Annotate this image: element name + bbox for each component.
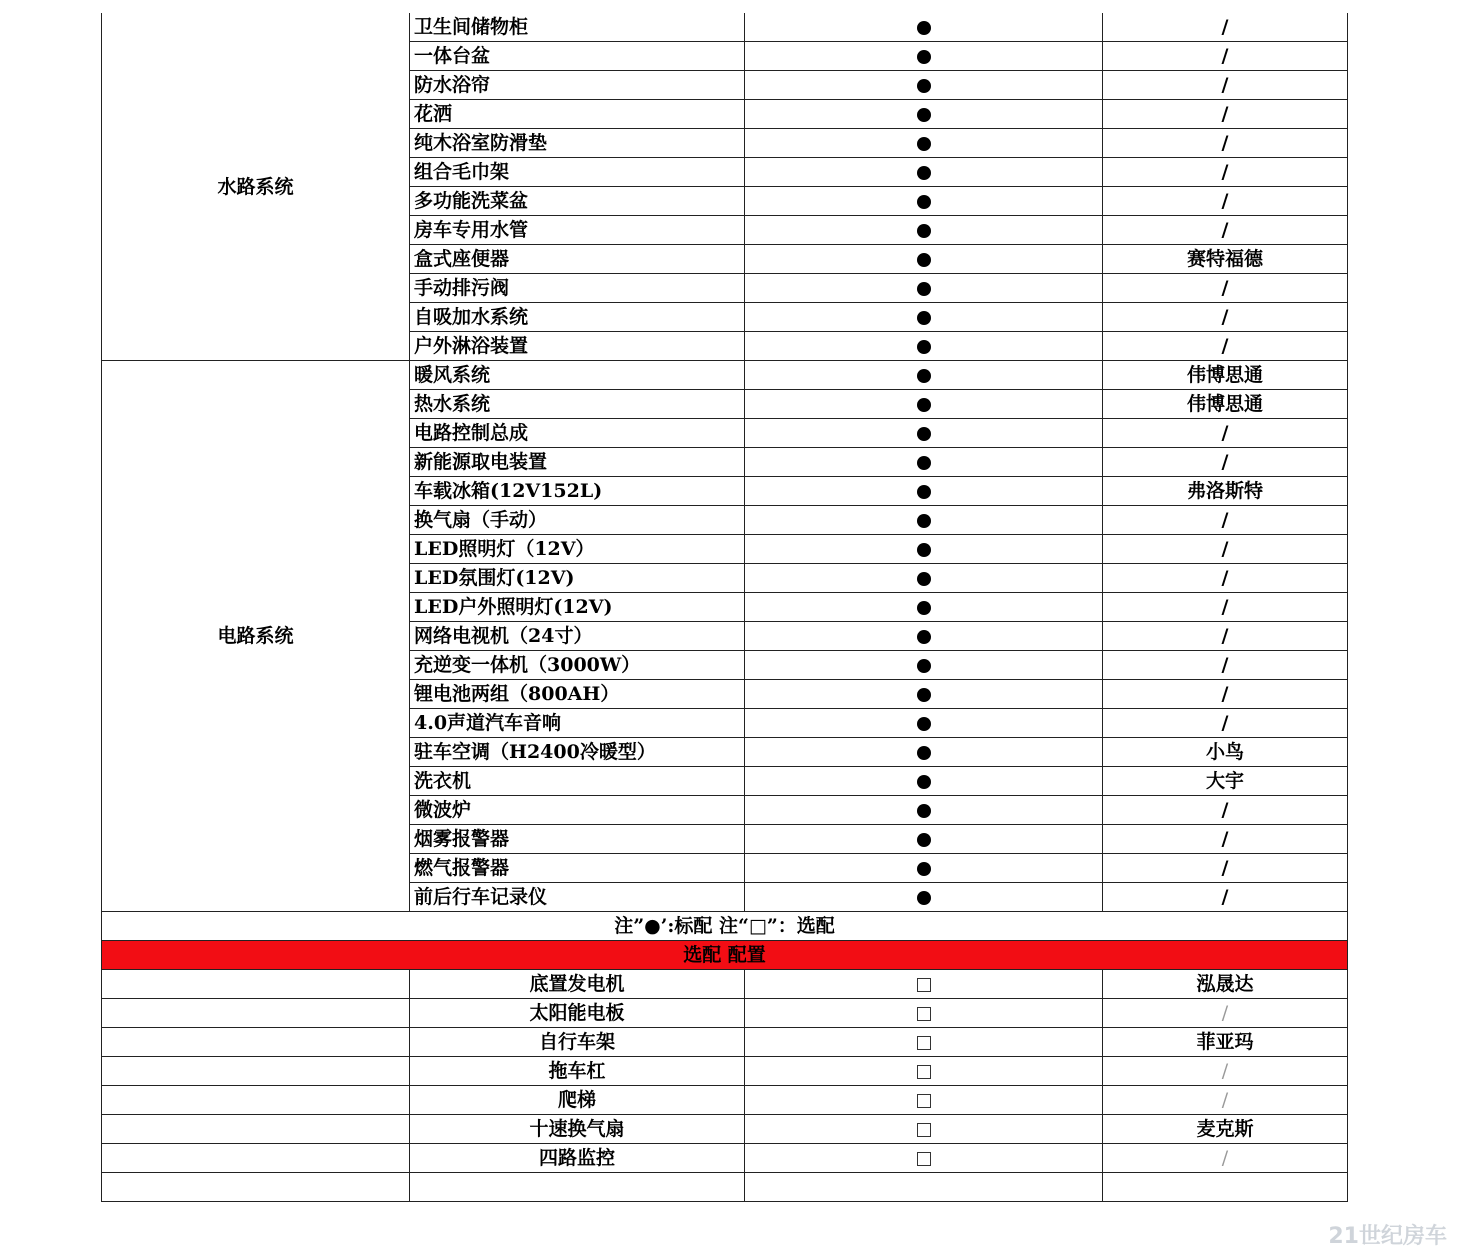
brand-cell: / [1103, 854, 1348, 883]
brand-cell: / [1103, 825, 1348, 854]
brand-cell: / [1103, 1144, 1348, 1173]
standard-mark-cell [745, 245, 1103, 274]
standard-dot-icon [917, 833, 931, 847]
table-row [102, 1028, 1348, 1057]
standard-mark-cell [745, 651, 1103, 680]
item-name: 户外淋浴装置 [410, 332, 745, 361]
item-name: 纯木浴室防滑垫 [410, 129, 745, 158]
brand-cell: / [1103, 158, 1348, 187]
standard-mark-cell [745, 13, 1103, 42]
standard-dot-icon [917, 50, 931, 64]
brand-cell: / [1103, 187, 1348, 216]
item-name: 房车专用水管 [410, 216, 745, 245]
standard-mark-cell [745, 854, 1103, 883]
category-cell: 电路系统 [102, 361, 410, 912]
standard-dot-icon [917, 630, 931, 644]
standard-mark-cell [745, 158, 1103, 187]
standard-dot-icon [917, 746, 931, 760]
optional-header: 选配 配置 [102, 941, 1348, 970]
brand-cell: / [1103, 651, 1348, 680]
brand-cell: 泓晟达 [1103, 970, 1348, 999]
table-row [102, 999, 1348, 1028]
standard-mark-cell [745, 796, 1103, 825]
optional-header-row [102, 941, 1348, 970]
standard-mark-cell [745, 361, 1103, 390]
item-name: 十速换气扇 [410, 1115, 745, 1144]
empty-category-cell [102, 1144, 410, 1173]
optional-box-icon [917, 1123, 931, 1137]
brand-cell: / [1103, 71, 1348, 100]
standard-mark-cell [745, 274, 1103, 303]
optional-mark-cell [745, 1115, 1103, 1144]
standard-dot-icon [917, 108, 931, 122]
standard-dot-icon [917, 717, 931, 731]
item-name: 换气扇（手动） [410, 506, 745, 535]
standard-dot-icon [917, 485, 931, 499]
brand-cell: / [1103, 303, 1348, 332]
item-name: 爬梯 [410, 1086, 745, 1115]
standard-mark-cell [745, 593, 1103, 622]
item-name: LED照明灯（12V） [410, 535, 745, 564]
empty-category-cell [102, 1057, 410, 1086]
standard-dot-icon [917, 398, 931, 412]
optional-box-icon [917, 1094, 931, 1108]
brand-cell: / [1103, 332, 1348, 361]
brand-cell: / [1103, 593, 1348, 622]
empty-category-cell [102, 999, 410, 1028]
standard-mark-cell [745, 709, 1103, 738]
item-name: 燃气报警器 [410, 854, 745, 883]
brand-cell: 小鸟 [1103, 738, 1348, 767]
item-name: 微波炉 [410, 796, 745, 825]
brand-cell: / [1103, 274, 1348, 303]
empty-cell [102, 1173, 410, 1202]
brand-cell: / [1103, 448, 1348, 477]
standard-mark-cell [745, 738, 1103, 767]
optional-box-icon [917, 1152, 931, 1166]
brand-cell: / [1103, 42, 1348, 71]
standard-dot-icon [917, 804, 931, 818]
standard-dot-icon [917, 224, 931, 238]
item-name: 手动排污阀 [410, 274, 745, 303]
standard-mark-cell [745, 883, 1103, 912]
standard-dot-icon [917, 282, 931, 296]
empty-category-cell [102, 1115, 410, 1144]
standard-dot-icon [917, 775, 931, 789]
brand-cell: / [1103, 709, 1348, 738]
table-row [102, 361, 1348, 390]
standard-dot-icon [917, 195, 931, 209]
item-name: 锂电池两组（800AH） [410, 680, 745, 709]
spec-table [101, 13, 1348, 1202]
standard-dot-icon [917, 601, 931, 615]
brand-cell: / [1103, 883, 1348, 912]
item-name: 电路控制总成 [410, 419, 745, 448]
empty-category-cell [102, 1028, 410, 1057]
brand-cell: / [1103, 1086, 1348, 1115]
brand-cell: 麦克斯 [1103, 1115, 1348, 1144]
item-name: 四路监控 [410, 1144, 745, 1173]
standard-dot-icon [917, 340, 931, 354]
spec-table-body [102, 13, 1348, 1202]
standard-dot-icon [917, 862, 931, 876]
item-name: 车载冰箱(12V152L) [410, 477, 745, 506]
brand-cell: / [1103, 535, 1348, 564]
standard-dot-icon [917, 572, 931, 586]
table-row [102, 1086, 1348, 1115]
table-row [102, 1144, 1348, 1173]
brand-cell: / [1103, 680, 1348, 709]
standard-mark-cell [745, 129, 1103, 158]
standard-dot-icon [917, 514, 931, 528]
standard-mark-cell [745, 506, 1103, 535]
legend-note: 注”●’:标配 注“□”：选配 [102, 912, 1348, 941]
brand-cell: / [1103, 999, 1348, 1028]
item-name: 驻车空调（H2400冷暖型） [410, 738, 745, 767]
item-name: 4.0声道汽车音响 [410, 709, 745, 738]
item-name: LED户外照明灯(12V) [410, 593, 745, 622]
category-cell: 水路系统 [102, 13, 410, 361]
empty-cell [1103, 1173, 1348, 1202]
optional-mark-cell [745, 1086, 1103, 1115]
item-name: 盒式座便器 [410, 245, 745, 274]
optional-box-icon [917, 1036, 931, 1050]
optional-mark-cell [745, 999, 1103, 1028]
empty-category-cell [102, 970, 410, 999]
brand-cell: 弗洛斯特 [1103, 477, 1348, 506]
item-name: 洗衣机 [410, 767, 745, 796]
optional-box-icon [917, 1065, 931, 1079]
standard-mark-cell [745, 71, 1103, 100]
standard-dot-icon [917, 891, 931, 905]
standard-mark-cell [745, 564, 1103, 593]
brand-cell: / [1103, 13, 1348, 42]
brand-cell: / [1103, 622, 1348, 651]
standard-mark-cell [745, 42, 1103, 71]
item-name: 组合毛巾架 [410, 158, 745, 187]
standard-dot-icon [917, 253, 931, 267]
standard-mark-cell [745, 419, 1103, 448]
standard-mark-cell [745, 390, 1103, 419]
empty-cell [745, 1173, 1103, 1202]
table-row [102, 970, 1348, 999]
watermark-logo: 21世纪房车 [1328, 1224, 1447, 1249]
standard-dot-icon [917, 688, 931, 702]
item-name: 前后行车记录仪 [410, 883, 745, 912]
standard-mark-cell [745, 680, 1103, 709]
item-name: 暖风系统 [410, 361, 745, 390]
empty-cell [410, 1173, 745, 1202]
standard-dot-icon [917, 79, 931, 93]
standard-mark-cell [745, 767, 1103, 796]
item-name: LED氛围灯(12V) [410, 564, 745, 593]
brand-cell: / [1103, 564, 1348, 593]
brand-cell: / [1103, 129, 1348, 158]
brand-cell: / [1103, 419, 1348, 448]
standard-dot-icon [917, 137, 931, 151]
item-name: 太阳能电板 [410, 999, 745, 1028]
brand-cell: 菲亚玛 [1103, 1028, 1348, 1057]
item-name: 烟雾报警器 [410, 825, 745, 854]
legend-note-row [102, 912, 1348, 941]
item-name: 一体台盆 [410, 42, 745, 71]
standard-dot-icon [917, 369, 931, 383]
standard-mark-cell [745, 825, 1103, 854]
optional-mark-cell [745, 970, 1103, 999]
brand-cell: / [1103, 216, 1348, 245]
standard-mark-cell [745, 448, 1103, 477]
optional-mark-cell [745, 1144, 1103, 1173]
standard-mark-cell [745, 535, 1103, 564]
item-name: 卫生间储物柜 [410, 13, 745, 42]
item-name: 防水浴帘 [410, 71, 745, 100]
standard-dot-icon [917, 456, 931, 470]
standard-dot-icon [917, 427, 931, 441]
item-name: 充逆变一体机（3000W） [410, 651, 745, 680]
empty-category-cell [102, 1086, 410, 1115]
item-name: 底置发电机 [410, 970, 745, 999]
standard-dot-icon [917, 543, 931, 557]
brand-cell: 伟博思通 [1103, 390, 1348, 419]
standard-dot-icon [917, 311, 931, 325]
item-name: 热水系统 [410, 390, 745, 419]
brand-cell: 伟博思通 [1103, 361, 1348, 390]
item-name: 花洒 [410, 100, 745, 129]
optional-mark-cell [745, 1057, 1103, 1086]
item-name: 拖车杠 [410, 1057, 745, 1086]
item-name: 自吸加水系统 [410, 303, 745, 332]
brand-cell: / [1103, 506, 1348, 535]
optional-mark-cell [745, 1028, 1103, 1057]
standard-mark-cell [745, 332, 1103, 361]
table-row [102, 1115, 1348, 1144]
brand-cell: / [1103, 100, 1348, 129]
standard-mark-cell [745, 216, 1103, 245]
brand-cell: 大宇 [1103, 767, 1348, 796]
empty-row [102, 1173, 1348, 1202]
standard-dot-icon [917, 21, 931, 35]
standard-mark-cell [745, 100, 1103, 129]
item-name: 多功能洗菜盆 [410, 187, 745, 216]
table-row [102, 13, 1348, 42]
brand-cell: 赛特福德 [1103, 245, 1348, 274]
item-name: 新能源取电装置 [410, 448, 745, 477]
brand-cell: / [1103, 1057, 1348, 1086]
item-name: 自行车架 [410, 1028, 745, 1057]
standard-mark-cell [745, 477, 1103, 506]
standard-mark-cell [745, 622, 1103, 651]
optional-box-icon [917, 1007, 931, 1021]
optional-box-icon [917, 978, 931, 992]
item-name: 网络电视机（24寸） [410, 622, 745, 651]
table-row [102, 1057, 1348, 1086]
standard-dot-icon [917, 166, 931, 180]
brand-cell: / [1103, 796, 1348, 825]
standard-dot-icon [917, 659, 931, 673]
standard-mark-cell [745, 303, 1103, 332]
standard-mark-cell [745, 187, 1103, 216]
